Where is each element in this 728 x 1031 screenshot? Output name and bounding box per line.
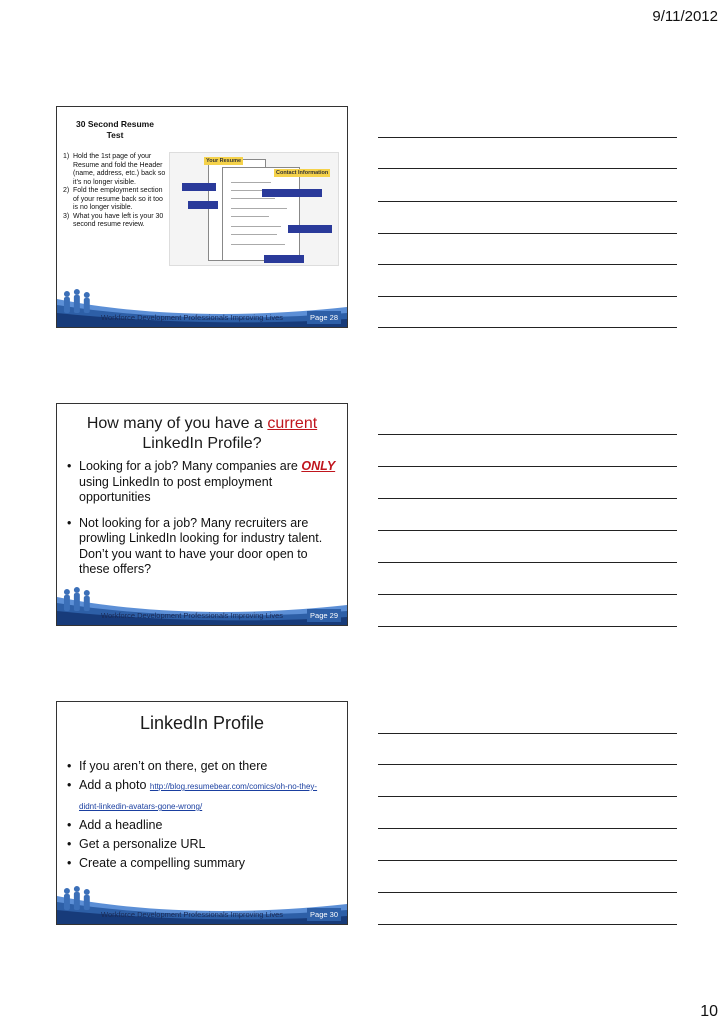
footer-text: Workforce Development Professionals Improving Lives [101, 313, 284, 322]
page-number: 10 [700, 1003, 718, 1020]
notes-line [378, 733, 677, 734]
list-item: • Add a headline [67, 816, 337, 835]
notes-line [378, 434, 677, 435]
notes-line [378, 264, 677, 265]
bullet-list [67, 459, 337, 588]
photo-link[interactable]: http://blog.resumebear.com/comics/oh-no-they-didnt-linkedin-avatars-gone-wrong/ [79, 782, 318, 811]
notes-line [378, 594, 677, 595]
list-item: • If you aren’t on there, get on there [67, 757, 337, 776]
list-item: • Get a personalize URL [67, 835, 337, 854]
steps-list [63, 153, 169, 230]
step-item: 2) Fold the employment section of your resume back so it too is no longer visible. [63, 187, 163, 211]
notes-line [378, 168, 677, 169]
notes-line [378, 530, 677, 531]
footer-text: Workforce Development Professionals Improving Lives [101, 910, 284, 919]
notes-line [378, 137, 677, 138]
resume-illustration [169, 152, 339, 266]
step-item: 3) What you have left is your 30 second resume review. [63, 212, 164, 228]
notes-line [378, 201, 677, 202]
resume-callout-label [188, 201, 218, 209]
footer-text: Workforce Development Professionals Improving Lives [101, 611, 284, 620]
your-resume-label: Your Resume [206, 158, 242, 164]
slide-page-label: Page 30 [307, 908, 341, 921]
current-link[interactable]: current [267, 415, 318, 432]
bullet-list [67, 757, 337, 873]
notes-line [378, 466, 677, 467]
resume-callout-label [182, 183, 216, 191]
slide-title: 30 Second Resume Test [76, 119, 154, 140]
slide-page-label: Page 29 [307, 609, 341, 622]
slide-footer [57, 285, 347, 327]
resume-callout-label [288, 225, 332, 233]
list-item: • Create a compelling summary [67, 854, 337, 873]
slide-footer [57, 583, 347, 625]
slide-29 [56, 403, 348, 626]
notes-line [378, 233, 677, 234]
resume-callout-label [262, 189, 322, 197]
notes-line [378, 498, 677, 499]
list-item: • Not looking for a job? Many recruiters are prowling LinkedIn looking for industry talent. Don’t you want to have your door open to these offers? [67, 516, 337, 578]
slide-28 [56, 106, 348, 328]
notes-line [378, 796, 677, 797]
notes-line [378, 327, 677, 328]
slide-title: LinkedIn Profile [139, 713, 265, 733]
slide-footer [57, 882, 347, 924]
header-date: 9/11/2012 [652, 8, 718, 25]
notes-line [378, 860, 677, 861]
resume-page-front [222, 167, 300, 261]
notes-line [378, 892, 677, 893]
step-item: 1) Hold the 1st page of your Resume and fold the Header (name, address, etc.) back so it’s no longer visible. [63, 153, 166, 186]
resume-callout-label [264, 255, 304, 263]
slide-30 [56, 701, 348, 925]
notes-line [378, 924, 677, 925]
list-item: • Looking for a job? Many companies are ONLY using LinkedIn to post employment opportunities [67, 459, 337, 506]
contact-info-label: Contact Information [276, 170, 329, 176]
notes-line [378, 828, 677, 829]
list-item: • Add a photo http://blog.resumebear.com/comics/oh-no-they-didnt-linkedin-avatars-gone-wrong/ [67, 776, 337, 816]
slide-page-label: Page 28 [307, 311, 341, 324]
notes-line [378, 296, 677, 297]
slide-title: How many of you have a current LinkedIn Profile? [86, 415, 318, 452]
notes-line [378, 764, 677, 765]
only-emphasis: ONLY [301, 459, 336, 473]
notes-line [378, 626, 677, 627]
notes-line [378, 562, 677, 563]
